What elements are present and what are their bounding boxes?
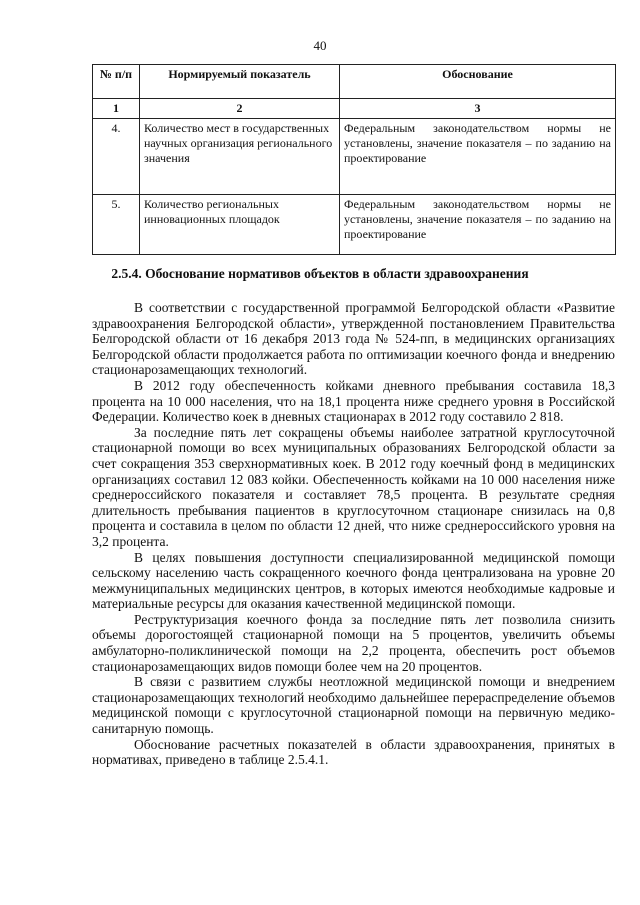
column-number: 3 <box>340 99 616 119</box>
paragraph: В соответствии с государственной программой Белгородской области «Развитие здравоохранения Белгородской области», утвержденной постановлением Правительства Белгородской области от 16 декабря 2013 года № 524-пп, в медицинских организациях Белгородской области продолжается работа по оптимизации коечного фонда и внедрению стационарозамещающих технологий. <box>92 300 615 378</box>
paragraph: В 2012 году обеспеченность койками дневного пребывания составила 18,3 процента на 10 000 населения, что на 18,1 процента ниже среднего уровня в Российской Федерации. Количество коек в дневных стационарах в 2012 году составило 2 818. <box>92 377 615 425</box>
norms-table <box>92 64 616 255</box>
paragraph: Реструктуризация коечного фонда за последние пять лет позволила снизить объемы дорогостоящей стационарной помощи на 5 процентов, увеличить объемы амбулаторно-поликлинической помощи на 2,2 процента, обеспечить рост объемов стационарозамещающих видов помощи более чем на 20 процентов. <box>92 611 615 674</box>
row-justification: Федеральным законодательством нормы не установлены, значение показателя – по заданию на проектирование <box>340 195 616 255</box>
body-text <box>92 300 615 768</box>
section-heading: 2.5.4. Обоснование нормативов объектов в области здравоохранения <box>111 266 529 281</box>
paragraph: В связи с развитием службы неотложной медицинской помощи и внедрением стационарозамещающих технологий необходимо дальнейшее перераспределение объемов медицинской помощи с круглосуточной стационарной помощи на первичную медико-санитарную помощь. <box>92 674 615 737</box>
row-number: 5. <box>93 195 140 255</box>
header-justification: Обоснование <box>340 65 616 99</box>
column-number: 2 <box>140 99 340 119</box>
header-indicator: Нормируемый показатель <box>140 65 340 99</box>
page-number: 40 <box>313 38 327 53</box>
row-justification: Федеральным законодательством нормы не установлены, значение показателя – по заданию на проектирование <box>340 119 616 195</box>
column-number: 1 <box>93 99 140 119</box>
paragraph: В целях повышения доступности специализированной медицинской помощи сельскому населению часть сокращенного коечного фонда централизована на уровне 20 межмуниципальных медицинских центров, в которых имеются необходимые кадровые и материальные ресурсы для оказания качественной медицинской помощи. <box>92 549 615 612</box>
paragraph: Обоснование расчетных показателей в области здравоохранения, принятых в нормативах, приведено в таблице 2.5.4.1. <box>92 736 615 768</box>
table-row <box>93 119 616 195</box>
table-row <box>93 195 616 255</box>
header-number: № п/п <box>93 65 140 99</box>
row-indicator: Количество мест в государственных научных организация регионального значения <box>140 119 340 195</box>
row-indicator: Количество региональных инновационных площадок <box>140 195 340 255</box>
table-header-row <box>93 65 616 99</box>
column-number-row <box>93 99 616 119</box>
paragraph: За последние пять лет сокращены объемы наиболее затратной круглосуточной стационарной помощи во всех муниципальных образованиях Белгородской области за счет сокращения 353 сверхнормативных коек. В 2012 году коечный фонд в медицинских организациях составил 12 083 койки. Обеспеченность койками на 10 000 населения ниже среднероссийского показателя и составляет 78,5 процента. В результате средняя длительность пребывания пациентов в круглосуточном стационаре снизилась на 0,8 процента и составила в целом по области 12 дней, что ниже среднероссийского уровня на 3,2 процента. <box>92 424 615 549</box>
row-number: 4. <box>93 119 140 195</box>
